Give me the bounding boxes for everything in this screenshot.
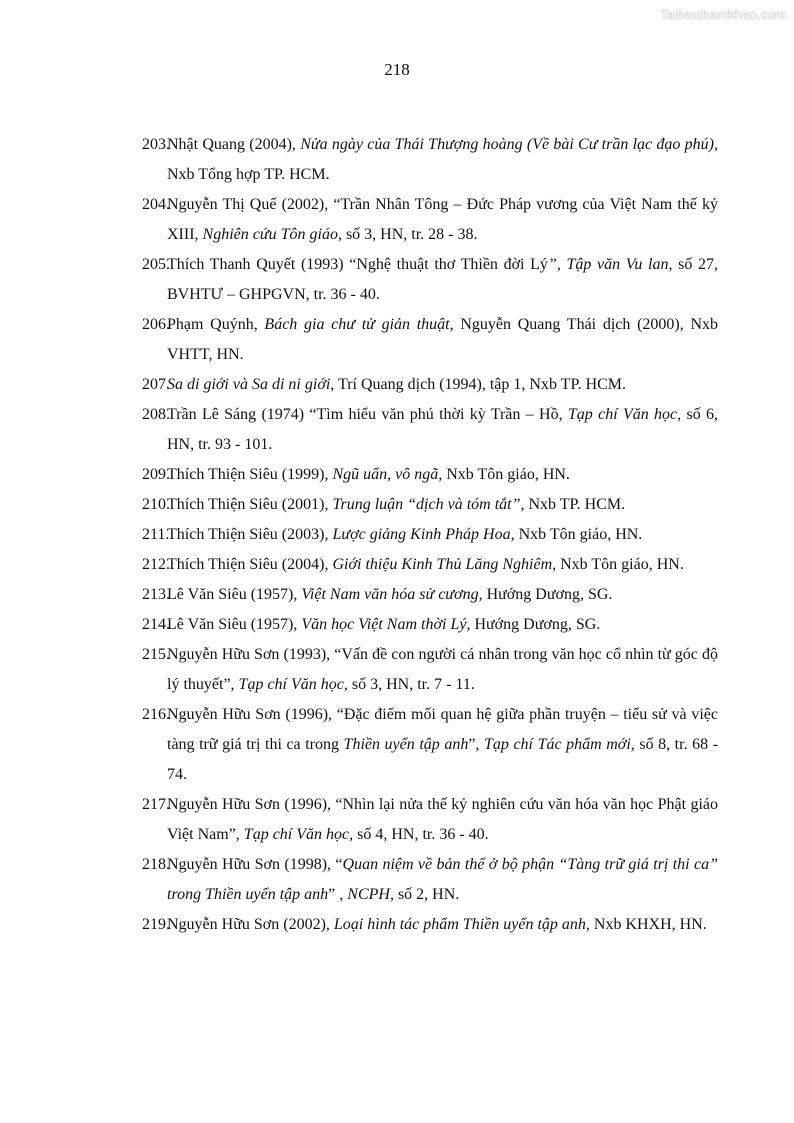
- reference-text-part: Nguyễn Hữu Sơn (1996), “Nhìn lại nửa thế kỷ nghiên cứu văn hóa văn học Phật giáo Việt Nam”,: [167, 796, 718, 843]
- reference-text: [167, 400, 718, 460]
- reference-text: [167, 520, 718, 550]
- reference-number: 208.: [142, 406, 170, 423]
- reference-number: 205.: [142, 256, 170, 273]
- reference-text-part: số 8, tr. 68 - 74.: [167, 736, 719, 783]
- reference-text-part: Thích Thiện Siêu (2001),: [167, 496, 333, 513]
- reference-item: [142, 850, 718, 910]
- reference-number: 219.: [142, 916, 170, 933]
- reference-text-part: Nxb KHXH, HN.: [589, 916, 707, 933]
- reference-item: [142, 520, 718, 550]
- reference-text-part: số 3, HN, tr. 7 - 11.: [347, 676, 475, 693]
- reference-text-part: ” ,: [328, 886, 348, 903]
- reference-title-italic: NCPH,: [347, 886, 394, 903]
- reference-number: 213.: [142, 586, 170, 603]
- reference-text-part: Nxb Tôn giáo, HN.: [556, 556, 684, 573]
- reference-text-part: Lê Văn Siêu (1957),: [167, 586, 302, 603]
- reference-text-part: Nxb Tôn giáo, HN.: [514, 526, 643, 543]
- reference-number: 217.: [142, 796, 170, 813]
- reference-text-part: Nguyễn Quang Thái dịch (2000), Nxb VHTT, HN.: [167, 316, 719, 363]
- reference-text-part: Phạm Quýnh,: [167, 316, 265, 333]
- reference-number: 204.: [142, 196, 170, 213]
- reference-text-part: Trần Lê Sáng (1974) “Tìm hiểu văn phú thời kỳ Trần – Hồ,: [167, 406, 568, 423]
- reference-number: 216.: [142, 706, 170, 723]
- reference-number: 211.: [142, 526, 170, 543]
- reference-title-italic: Văn học Việt Nam thời Lý,: [301, 616, 471, 633]
- reference-text: [167, 850, 718, 910]
- reference-item: [142, 130, 718, 190]
- reference-title-italic: Việt Nam văn hóa sử cương,: [301, 586, 483, 603]
- reference-title-italic: Tạp chí Văn học,: [567, 406, 682, 423]
- reference-text-part: Hướng Dương, SG.: [482, 586, 613, 603]
- reference-title-italic: Loại hình tác phẩm Thiền uyển tập anh,: [333, 916, 590, 933]
- reference-text-part: Nguyễn Hữu Sơn (1998), “: [167, 856, 343, 873]
- reference-item: [142, 700, 718, 790]
- reference-number: 212.: [142, 556, 170, 573]
- reference-number: 210.: [142, 496, 170, 513]
- reference-number: 218.: [142, 856, 170, 873]
- reference-text: [167, 130, 718, 190]
- reference-number: 215.: [142, 646, 170, 663]
- reference-item: [142, 910, 718, 940]
- reference-item: [142, 790, 718, 850]
- page-number: 218: [384, 60, 410, 79]
- reference-text: [167, 790, 718, 850]
- reference-number: 203.: [142, 136, 170, 153]
- reference-text-part: Lê Văn Siêu (1957),: [167, 616, 302, 633]
- reference-text-part: Nguyễn Hữu Sơn (2002),: [167, 916, 334, 933]
- reference-title-italic: Nửa ngày của Thái Thượng hoàng (Về bài Cư trần lạc đạo phú),: [300, 136, 719, 153]
- reference-title-italic: Ngũ uẩn, vô ngã,: [332, 466, 443, 483]
- reference-text-part: Nguyễn Hữu Sơn (1996), “Đặc điểm mối quan hệ giữa phần truyện – tiểu sử và việc tàng trữ giá trị thi ca trong: [167, 706, 718, 753]
- watermark-text: Tailieuthamkhao.com: [660, 7, 786, 22]
- reference-text-part: Nxb Tôn giáo, HN.: [442, 466, 570, 483]
- reference-text: [167, 310, 718, 370]
- reference-text: [167, 250, 718, 310]
- reference-title-italic: Nghiên cứu Tôn giáo: [202, 226, 338, 243]
- reference-title-italic: Quan niệm về bản thể ở bộ phận “Tàng trữ giá trị thi ca” trong Thiền uyển tập anh: [167, 856, 719, 903]
- reference-item: [142, 460, 718, 490]
- reference-text: [167, 490, 718, 520]
- reference-title-italic: Tạp chí Văn học,: [243, 826, 354, 843]
- reference-number: 209.: [142, 466, 170, 483]
- reference-text-part: Nxb TP. HCM.: [524, 496, 626, 513]
- reference-text-part: , số 3, HN, tr. 28 - 38.: [337, 226, 478, 243]
- reference-text-part: Thích Thiện Siêu (2003),: [167, 526, 333, 543]
- reference-item: [142, 400, 718, 460]
- reference-title-italic: ”, Tập văn Vu lan: [547, 256, 669, 273]
- reference-text-part: Thích Thiện Siêu (2004),: [167, 556, 333, 573]
- reference-item: [142, 250, 718, 310]
- reference-text-part: Nxb Tổng hợp TP. HCM.: [167, 166, 330, 183]
- reference-text-part: số 4, HN, tr. 36 - 40.: [353, 826, 489, 843]
- reference-text: [167, 580, 718, 610]
- reference-title-italic: Tạp chí Văn học,: [238, 676, 348, 693]
- reference-item: [142, 490, 718, 520]
- reference-text: [167, 610, 718, 640]
- reference-item: [142, 550, 718, 580]
- reference-text: [167, 190, 718, 250]
- reference-item: [142, 190, 718, 250]
- reference-item: [142, 610, 718, 640]
- reference-text-part: , số 27, BVHTƯ – GHPGVN, tr. 36 - 40.: [167, 256, 719, 303]
- reference-number: 214.: [142, 616, 170, 633]
- reference-list: [142, 130, 718, 940]
- reference-text-part: Thích Thanh Quyết (1993) “Nghệ thuật thơ Thiền đời Lý: [167, 256, 548, 273]
- reference-text: [167, 370, 718, 400]
- reference-title-italic: Trung luận “dịch và tóm tắt”,: [332, 496, 525, 513]
- reference-text-part: số 2, HN.: [393, 886, 460, 903]
- reference-text-part: Thích Thiện Siêu (1999),: [167, 466, 333, 483]
- reference-item: [142, 310, 718, 370]
- reference-text-part: , Trí Quang dịch (1994), tập 1, Nxb TP. HCM.: [330, 376, 627, 393]
- reference-text: [167, 640, 718, 700]
- reference-text: [167, 700, 718, 790]
- reference-number: 207.: [142, 376, 170, 393]
- reference-text-part: số 6, HN, tr. 93 - 101.: [167, 406, 719, 453]
- reference-title-italic: Thiền uyển tập anh: [343, 736, 469, 753]
- reference-number: 206.: [142, 316, 170, 333]
- reference-text: [167, 550, 718, 580]
- reference-title-italic: Giới thiệu Kinh Thủ Lăng Nghiêm,: [332, 556, 557, 573]
- reference-text-part: ”,: [468, 736, 484, 753]
- reference-title-italic: Lược giảng Kinh Pháp Hoa,: [332, 526, 515, 543]
- reference-title-italic: Tạp chí Tác phẩm mới,: [484, 736, 635, 753]
- reference-item: [142, 640, 718, 700]
- reference-item: [142, 580, 718, 610]
- reference-text: [167, 910, 718, 940]
- reference-text-part: Hướng Dương, SG.: [470, 616, 601, 633]
- reference-text-part: Nhật Quang (2004),: [167, 136, 301, 153]
- reference-item: [142, 370, 718, 400]
- reference-title-italic: Bách gia chư tử giản thuật,: [264, 316, 454, 333]
- reference-text-part: Nguyễn Thị Quế (2002), “Trần Nhân Tông – Đức Pháp vương của Việt Nam thế kỷ XIII,: [167, 196, 718, 243]
- reference-text-part: Nguyễn Hữu Sơn (1993), “Vấn đề con người cá nhân trong văn học cổ nhìn từ góc độ lý thuyết”,: [167, 646, 718, 693]
- reference-title-italic: Sa di giới và Sa di ni giới: [167, 376, 331, 393]
- reference-text: [167, 460, 718, 490]
